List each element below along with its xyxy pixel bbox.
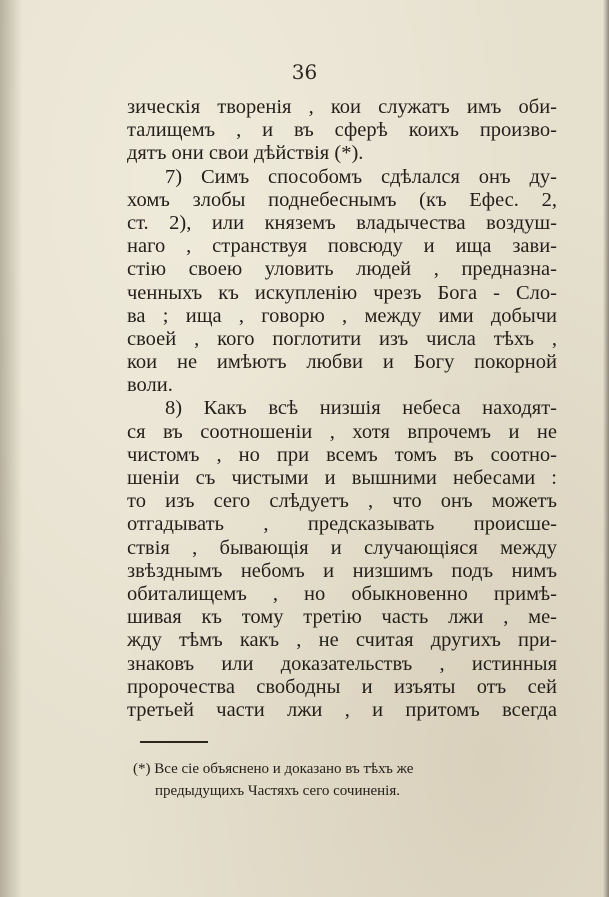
text-line: шивая къ тому третію часть лжи , ме- <box>127 606 557 629</box>
text-line: воли. <box>127 374 173 397</box>
footnote-divider <box>140 741 208 743</box>
text-line: ва ; ища , говорю , между ими добычи <box>127 304 557 327</box>
text-line: талищемъ , и въ сферѣ коихъ произво- <box>127 119 557 142</box>
text-line: третьей части лжи , и притомъ всегда <box>127 698 557 721</box>
text-line: кои не имѣютъ любви и Богу покорной <box>127 351 557 374</box>
binding-shadow <box>0 0 22 897</box>
text-line: то изъ сего слѣдуетъ , что онъ можетъ <box>127 490 557 513</box>
text-line: жду тѣмъ какъ , не считая другихъ при- <box>127 629 557 652</box>
text-line: отгадывать , предсказывать происше- <box>127 513 557 536</box>
text-line: ся въ соотношеніи , хотя впрочемъ и не <box>127 420 557 443</box>
text-line: шеніи съ чистыми и вышними небесами : <box>127 467 557 489</box>
footnote-line: предыдущихъ Частяхъ сего сочиненія. <box>155 783 400 799</box>
main-text <box>127 96 557 722</box>
paragraph-start-line: 8) Какъ всѣ низшія небеса находят- <box>165 397 557 420</box>
text-line: знаковъ или доказательствъ , истинныя <box>127 652 557 675</box>
text-line: дятъ они свои дѣйствія (*). <box>127 142 364 165</box>
text-line: ствія , бывающія и случающіяся между <box>127 536 557 559</box>
text-line: ст. 2), или княземъ владычества воздуш- <box>127 211 557 234</box>
text-line: чистомъ , но при всемъ томъ въ соотно- <box>127 443 557 466</box>
page-number: 36 <box>291 60 318 84</box>
footnote <box>133 758 553 802</box>
text-line: пророчества свободны и изъяты отъ сей <box>127 675 557 698</box>
text-line: своей , кого поглотити изъ числа тѣхъ , <box>127 327 557 350</box>
text-line: стію своею уловить людей , предназна- <box>127 258 557 281</box>
paragraph-start-line: 7) Симъ способомъ сдѣлался онъ ду- <box>165 165 557 188</box>
text-line: обиталищемъ , но обыкновенно примѣ- <box>127 582 557 605</box>
footnote-line: (*) Все сіе объяснено и доказано въ тѣхъ же <box>133 761 414 777</box>
text-line: ченныхъ къ искупленію чрезъ Бога - Сло- <box>127 281 557 304</box>
text-line: наго , странствуя повсюду и ища зави- <box>127 235 557 258</box>
text-line: зическія творенія , кои служатъ имъ оби- <box>127 96 557 118</box>
text-line: звѣзднымъ небомъ и низшимъ подъ нимъ <box>127 559 557 582</box>
page-edge <box>603 0 609 897</box>
text-line: хомъ злобы поднебеснымъ (къ Ефес. 2, <box>127 188 557 211</box>
